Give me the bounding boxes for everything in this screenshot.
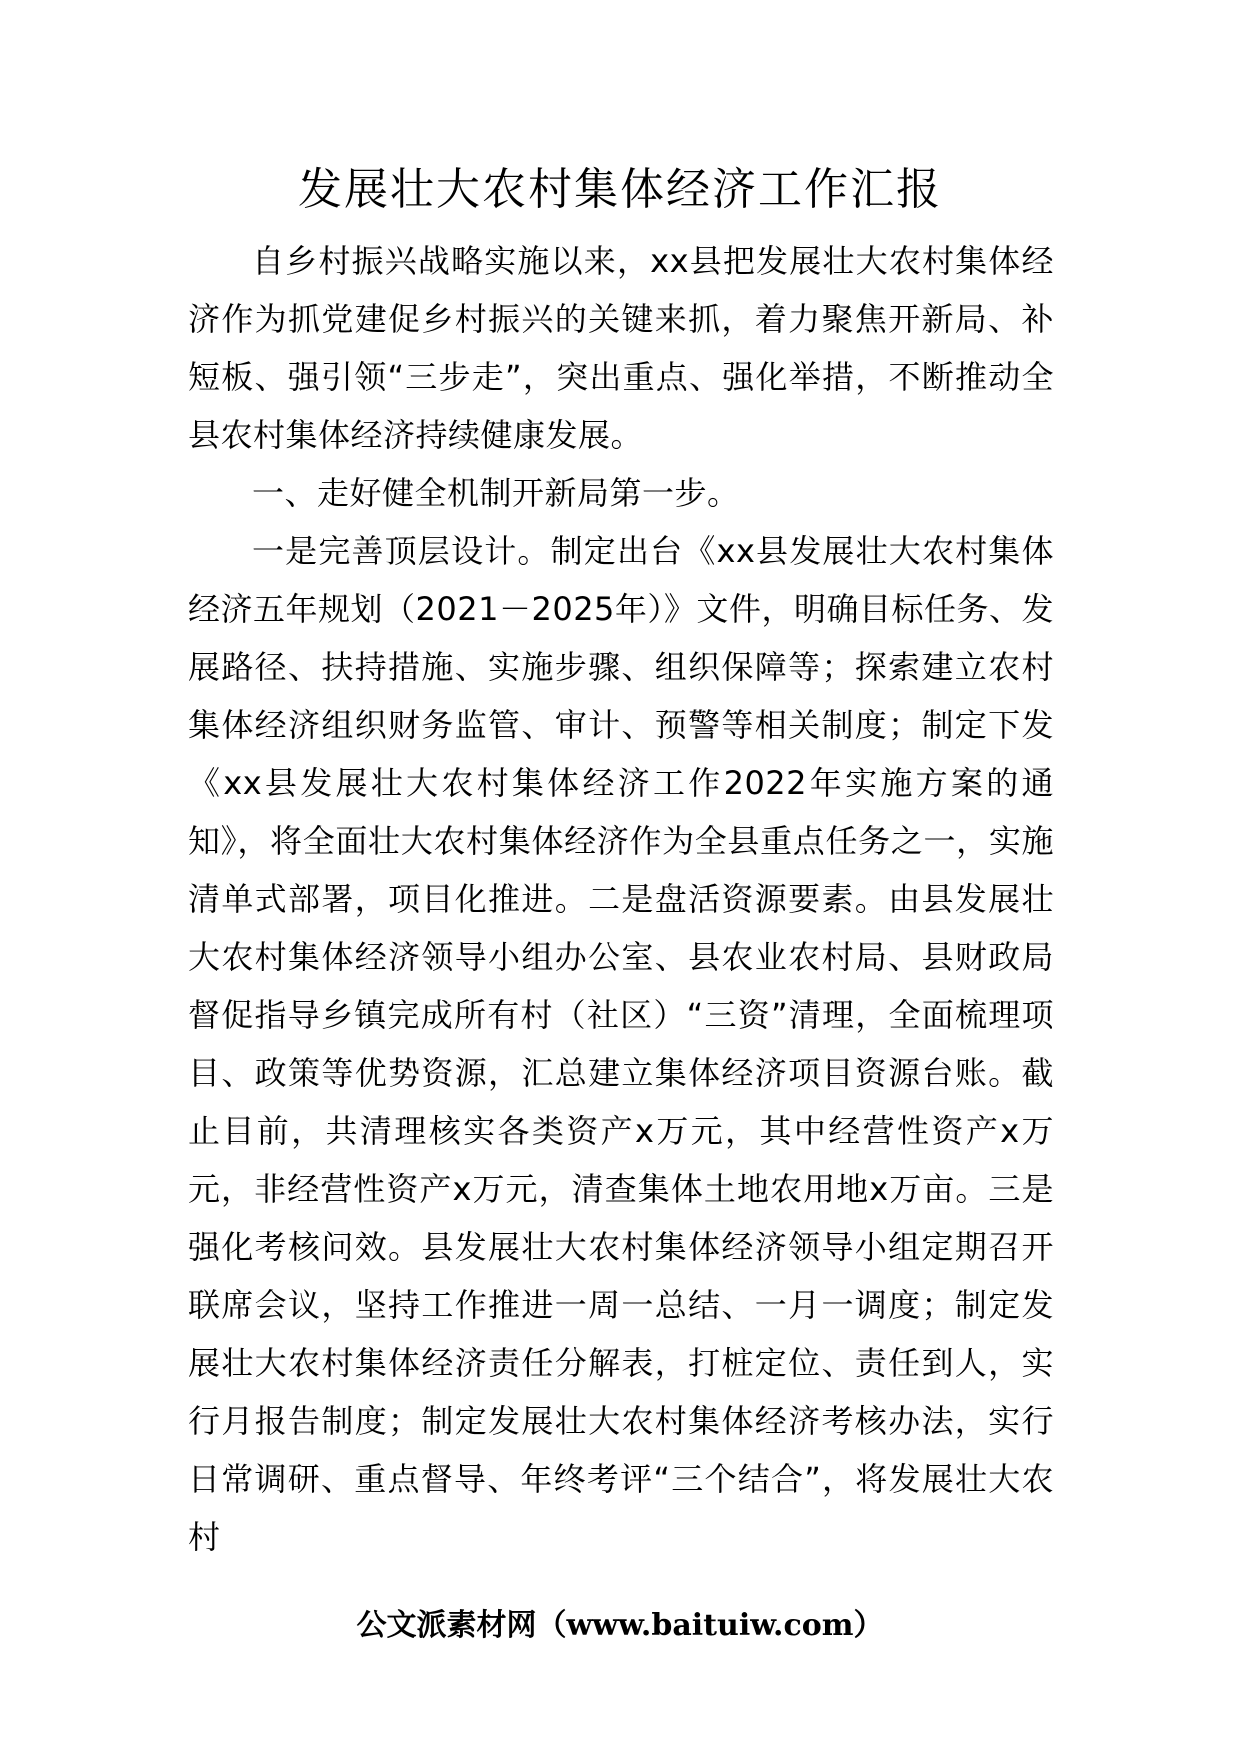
document-body <box>188 232 1054 1566</box>
watermark-footer: 公文派素材网（www.baituiw.com） <box>356 1608 884 1643</box>
document-title: 发展壮大农村集体经济工作汇报 <box>298 164 942 215</box>
intro-paragraph: 自乡村振兴战略实施以来，xx县把发展壮大农村集体经济作为抓党建促乡村振兴的关键来抓，着力聚焦开新局、补短板、强引领“三步走”，突出重点、强化举措，不断推动全县农村集体经济持续健康发展。 <box>188 242 1054 454</box>
body-paragraph: 一是完善顶层设计。制定出台《xx县发展壮大农村集体经济五年规划（2021－2025年）》文件，明确目标任务、发展路径、扶持措施、实施步骤、组织保障等；探索建立农村集体经济组织财务监管、审计、预警等相关制度；制定下发《xx县发展壮大农村集体经济工作2022年实施方案的通知》，将全面壮大农村集体经济作为全县重点任务之一，实施清单式部署，项目化推进。二是盘活资源要素。由县发展壮大农村集体经济领导小组办公室、县农业农村局、县财政局督促指导乡镇完成所有村（社区）“三资”清理，全面梳理项目、政策等优势资源，汇总建立集体经济项目资源台账。截止目前，共清理核实各类资产x万元，其中经营性资产x万元，非经营性资产x万元，清查集体土地农用地x万亩。三是强化考核问效。县发展壮大农村集体经济领导小组定期召开联席会议，坚持工作推进一周一总结、一月一调度；制定发展壮大农村集体经济责任分解表，打桩定位、责任到人，实行月报告制度；制定发展壮大农村集体经济考核办法，实行日常调研、重点督导、年终考评“三个结合”，将发展壮大农村 <box>188 532 1054 1556</box>
section-heading: 一、走好健全机制开新局第一步。 <box>252 474 740 512</box>
